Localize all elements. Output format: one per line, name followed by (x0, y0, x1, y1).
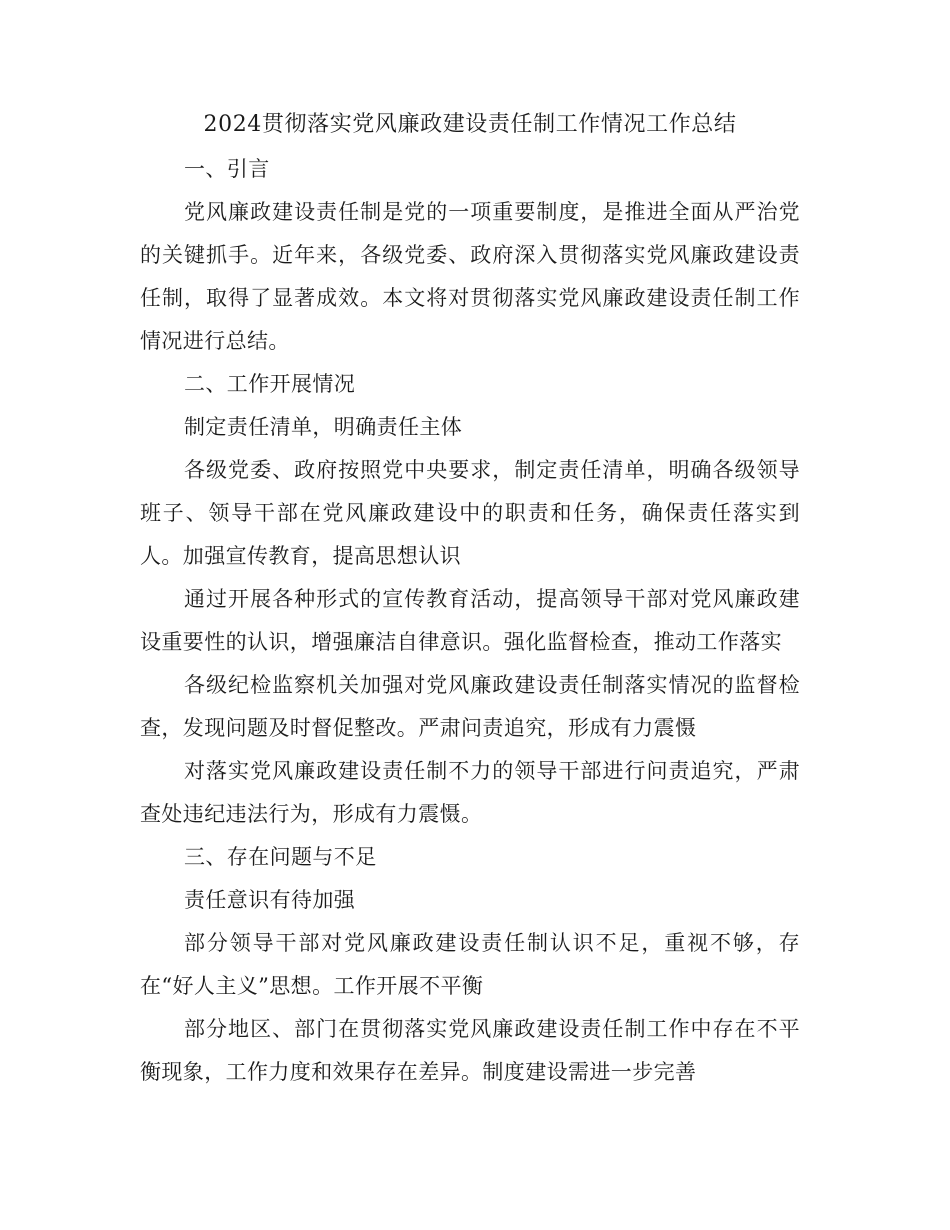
paragraph-awareness: 部分领导干部对党风廉政建设责任制认识不足，重视不够，存在“好人主义”思想。工作开展不平衡 (140, 931, 800, 998)
section-heading-introduction: 一、引言 (184, 157, 270, 181)
section-heading-problems: 三、存在问题与不足 (184, 845, 377, 869)
document-title: 2024贯彻落实党风廉政建设责任制工作情况工作总结 (203, 112, 737, 137)
document-body (140, 103, 800, 1094)
paragraph-education: 通过开展各种形式的宣传教育活动，提高领导干部对党风廉政建设重要性的认识，增强廉洁自律意识。强化监督检查，推动工作落实 (140, 587, 800, 654)
subheading-responsibility-awareness: 责任意识有待加强 (184, 888, 356, 912)
subheading-responsibility-list: 制定责任清单，明确责任主体 (184, 415, 463, 439)
section-heading-work-progress: 二、工作开展情况 (184, 372, 356, 396)
paragraph-supervision: 各级纪检监察机关加强对党风廉政建设责任制落实情况的监督检查，发现问题及时督促整改。严肃问责追究，形成有力震慑 (140, 673, 800, 740)
paragraph-introduction: 党风廉政建设责任制是党的一项重要制度，是推进全面从严治党的关键抓手。近年来，各级党委、政府深入贯彻落实党风廉政建设责任制，取得了显著成效。本文将对贯彻落实党风廉政建设责任制工作情况进行总结。 (140, 200, 800, 353)
paragraph-accountability: 对落实党风廉政建设责任制不力的领导干部进行问责追究，严肃查处违纪违法行为，形成有力震慑。 (140, 759, 800, 826)
paragraph-imbalance: 部分地区、部门在贯彻落实党风廉政建设责任制工作中存在不平衡现象，工作力度和效果存在差异。制度建设需进一步完善 (140, 1017, 800, 1084)
paragraph-responsibility-list: 各级党委、政府按照党中央要求，制定责任清单，明确各级领导班子、领导干部在党风廉政建设中的职责和任务，确保责任落实到人。加强宣传教育，提高思想认识 (140, 458, 800, 568)
